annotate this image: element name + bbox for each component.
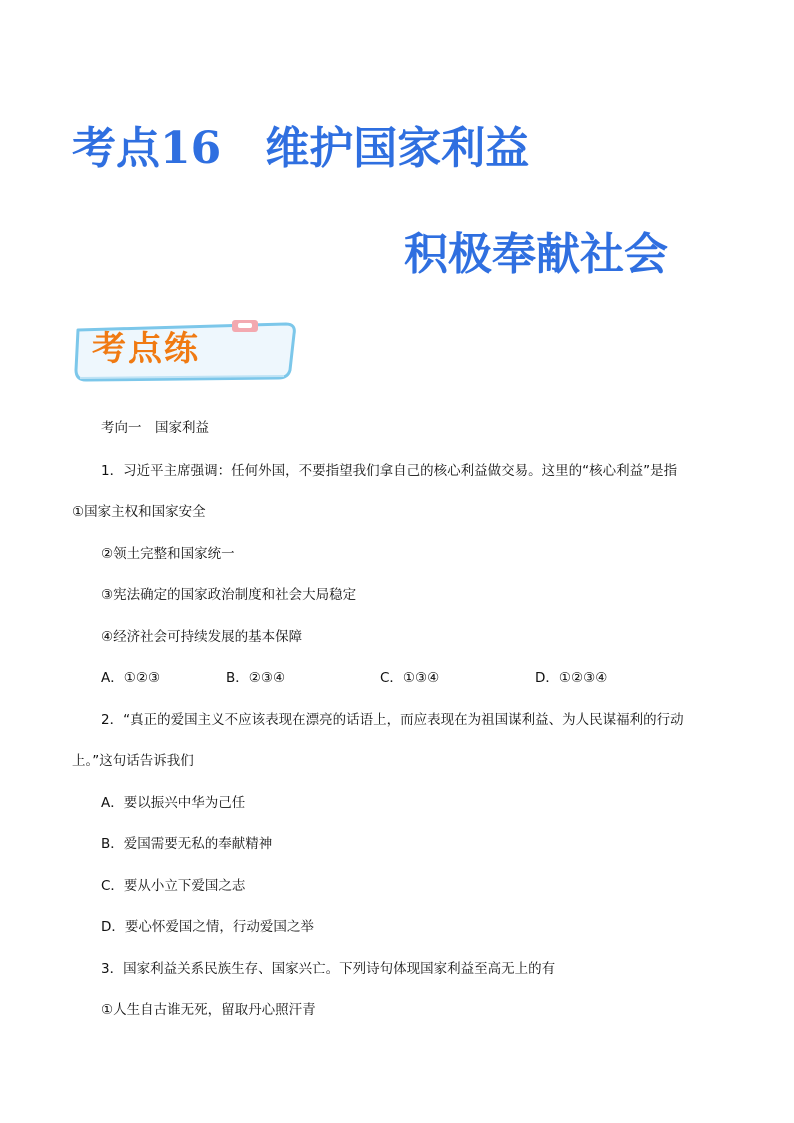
question-2-option-a: A．要以振兴中华为己任 (101, 795, 246, 811)
question-1-item-2: ②领土完整和国家统一 (101, 546, 235, 562)
page-title-line-2: 积极奉献社会 (404, 229, 668, 280)
question-2-stem-line-1: 2．“真正的爱国主义不应该表现在漂亮的话语上，而应表现在为祖国谋利益、为人民谋福利的行动 (101, 712, 684, 728)
question-2-option-d: D．要心怀爱国之情，行动爱国之举 (101, 919, 314, 935)
question-1-item-3: ③宪法确定的国家政治制度和社会大局稳定 (101, 587, 357, 603)
question-1-option-a: A．①②③ (101, 670, 161, 686)
question-1-option-c: C．①③④ (380, 670, 440, 686)
page-title-line-1: 考点16 维护国家利益 (72, 123, 530, 174)
topic-heading: 考向一 国家利益 (101, 420, 209, 436)
section-badge (72, 320, 300, 382)
section-badge-label: 考点练 (92, 329, 200, 369)
question-3-item-1: ①人生自古谁无死，留取丹心照汗青 (101, 1002, 316, 1018)
question-2-stem-line-2: 上。”这句话告诉我们 (72, 753, 194, 769)
paperclip-icon (232, 320, 258, 332)
question-2-option-c: C．要从小立下爱国之志 (101, 878, 246, 894)
question-1-item-4: ④经济社会可持续发展的基本保障 (101, 629, 303, 645)
question-1-item-1: ①国家主权和国家安全 (72, 504, 206, 520)
question-1-option-b: B．②③④ (226, 670, 286, 686)
question-3-stem: 3．国家利益关系民族生存、国家兴亡。下列诗句体现国家利益至高无上的有 (101, 961, 556, 977)
question-2-option-b: B．爱国需要无私的奉献精神 (101, 836, 273, 852)
question-1-stem: 1．习近平主席强调：任何外国，不要指望我们拿自己的核心利益做交易。这里的“核心利益”是指 (101, 463, 678, 479)
question-1-option-d: D．①②③④ (535, 670, 608, 686)
